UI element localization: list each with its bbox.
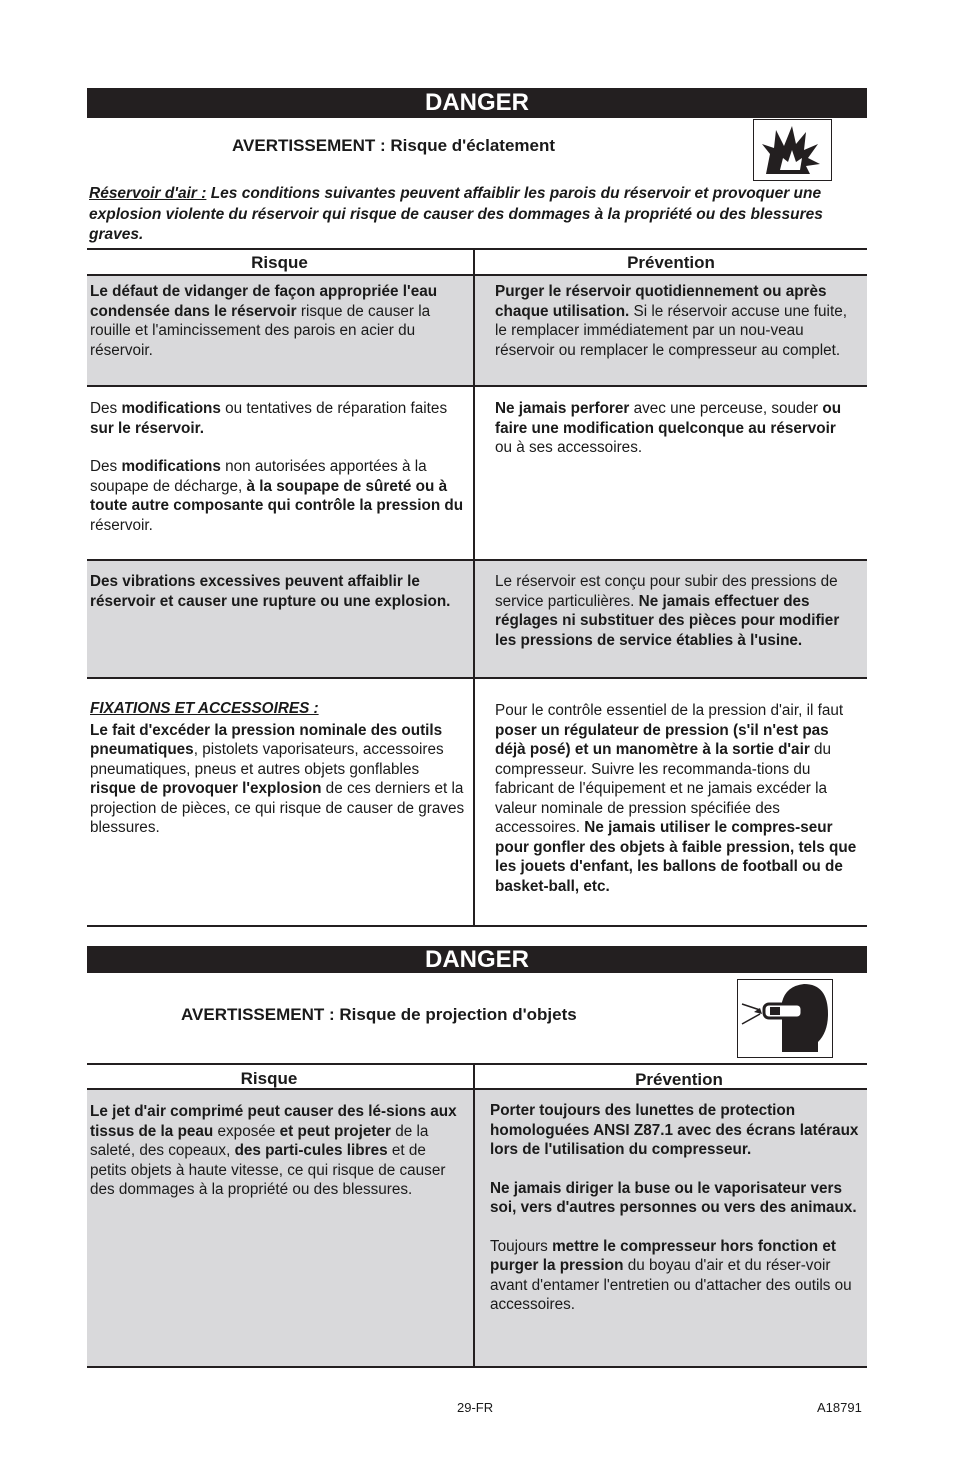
text: Si le réservoir accuse une fuite, le remplacer immédiatement par un nou-veau réservoir ou remplacer le compresseur au complet. (495, 302, 847, 359)
paragraph (495, 701, 861, 896)
table1-row2-risk (87, 387, 473, 559)
text: avec une perceuse, souder (629, 400, 823, 417)
text: Le réservoir est conçu pour subir des pressions de service particulières. (495, 573, 838, 610)
paragraph (90, 572, 465, 611)
text: Des (90, 458, 122, 475)
table1-row3-risk (87, 561, 473, 677)
bold-text: poser un régulateur de pression (s'il n'est pas déjà posé) et un manomètre à la sortie d'air (495, 721, 829, 758)
intro-label: Réservoir d'air : (89, 185, 207, 202)
paragraph (90, 282, 465, 360)
table1-col-risk: Risque (251, 253, 308, 272)
bold-text: modifications (121, 400, 221, 417)
table1-row2-prevention (475, 387, 867, 559)
bold-text: Des vibrations excessives peuvent affaiblir le réservoir et causer une rupture ou une explosion. (90, 573, 451, 610)
warning-title-projectiles: AVERTISSEMENT : Risque de projection d'objets (181, 1005, 577, 1024)
text: réservoir. (90, 516, 153, 534)
danger-banner-1: DANGER (87, 88, 867, 118)
text: non autorisées apportées à la soupape de décharge, (90, 458, 427, 495)
bold-text: et peut projeter (279, 1122, 391, 1140)
text: du boyau d'air et du réser-voir avant d'entamer l'entretien ou d'attacher des outils ou accessoires. (490, 1257, 852, 1313)
bold-text: mettre le compresseur hors fonction et purger la pression (490, 1237, 836, 1274)
paragraph (90, 399, 465, 438)
bold-text: Ne jamais perforer (495, 400, 630, 417)
text: et de petits objets à haute vitesse, ce qui risque de causer des dommages à la propriété ou des blessures. (90, 1142, 446, 1198)
text: Toujours (490, 1237, 553, 1255)
intro-text: Les conditions suivantes peuvent affaiblir les parois du réservoir et provoquer une explosion violente du réservoir qui risque de causer des dommages à la propriété ou des blessures graves. (89, 185, 823, 243)
table1-column-divider (473, 249, 475, 926)
table2-top-rule (87, 1063, 867, 1065)
paragraph (495, 282, 857, 360)
paragraph (495, 572, 857, 650)
bold-text: Ne jamais effectuer des réglages ni substituer des pièces pour modifier les pressions de service établies à l'usine. (495, 592, 840, 649)
bold-text: modifications (121, 458, 221, 475)
intro-paragraph (89, 184, 864, 246)
explosion-icon (753, 119, 832, 181)
table1-top-rule (87, 248, 867, 250)
paragraph (495, 399, 857, 458)
table1-row4-prevention (475, 679, 867, 924)
bold-text: Ne jamais diriger la buse ou le vaporisateur vers soi, vers d'autres personnes ou vers des animaux. (490, 1179, 857, 1216)
text: , pistolets vaporisateurs, accessoires pneumatiques, pneus et autres objets gonflables (90, 741, 444, 778)
page-number: 29-FR (457, 1400, 494, 1415)
table2-col-prevention: Prévention (635, 1070, 723, 1089)
danger-banner-2: DANGER (87, 946, 867, 973)
table2-row1-prevention (475, 1090, 867, 1366)
fixtures-subheading: FIXATIONS ET ACCESSOIRES : (90, 700, 319, 717)
paragraph (90, 457, 465, 535)
text: du compresseur. Suivre les recommanda-tions du fabricant de l'équipement et ne jamais excéder la valeur nominale de pression spécifiée des accessoires. (495, 741, 832, 836)
table2-bottom-rule (87, 1366, 867, 1368)
bold-text: risque de provoquer l'explosion (90, 780, 322, 797)
table1-row1-prevention (475, 276, 867, 385)
table1-row1-risk (87, 276, 473, 385)
bold-text: ou faire une modification quelconque au réservoir (495, 400, 842, 437)
bold-text: des parti-cules libres (234, 1142, 388, 1159)
text: Des (90, 400, 122, 417)
text: exposée (213, 1122, 280, 1140)
bold-text: Le jet d'air comprimé peut causer des lé-sions aux tissus de la peau (90, 1103, 457, 1140)
table1-bottom-rule (87, 925, 867, 927)
safety-goggles-head-icon (737, 979, 833, 1058)
warning-title-burst: AVERTISSEMENT : Risque d'éclatement (232, 136, 556, 155)
table2-col-risk: Risque (240, 1069, 298, 1088)
text: de la saleté, des copeaux, (90, 1122, 429, 1159)
bold-text: Purger le réservoir quotidiennement ou après chaque utilisation. (495, 283, 827, 320)
text: ou à ses accessoires. (495, 439, 643, 456)
paragraph (90, 1102, 465, 1200)
text: risque de causer la rouille et l'amincissement des parois en acier du réservoir. (90, 302, 431, 359)
paragraph (90, 721, 465, 838)
table1-row3-prevention (475, 561, 867, 677)
fixtures-risk-text (90, 721, 465, 838)
table2-row1-risk (87, 1090, 473, 1366)
bold-text: Porter toujours des lunettes de protection homologuées ANSI Z87.1 avec des écrans latéraux lors de l'utilisation du compresseur. (490, 1102, 859, 1158)
bold-text: Ne jamais utiliser le compres-seur pour gonfler des objets à faible pression, tels que les jouets d'enfant, les ballons de football ou de basket-ball, etc. (495, 819, 857, 895)
document-code: A18791 (817, 1400, 862, 1415)
table2-column-divider (473, 1064, 475, 1367)
paragraph (490, 1101, 861, 1160)
bold-text: Le défaut de vidanger de façon appropriée l'eau condensée dans le réservoir (90, 283, 438, 320)
bold-text: Le fait d'excéder la pression nominale des outils pneumatiques (90, 721, 443, 758)
table1-col-prevention: Prévention (627, 253, 715, 272)
text: de ces derniers et la projection de pièces, ce qui risque de causer de graves blessures. (90, 780, 465, 836)
bold-text: à la soupape de sûreté ou à toute autre composante qui contrôle la pression du (90, 477, 464, 514)
paragraph (490, 1237, 861, 1315)
paragraph (490, 1179, 861, 1218)
bold-text: sur le réservoir. (90, 419, 204, 437)
text: Pour le contrôle essentiel de la pression d'air, il faut (495, 702, 844, 719)
text: ou tentatives de réparation faites (220, 400, 448, 417)
table1-row4-risk (87, 679, 473, 924)
